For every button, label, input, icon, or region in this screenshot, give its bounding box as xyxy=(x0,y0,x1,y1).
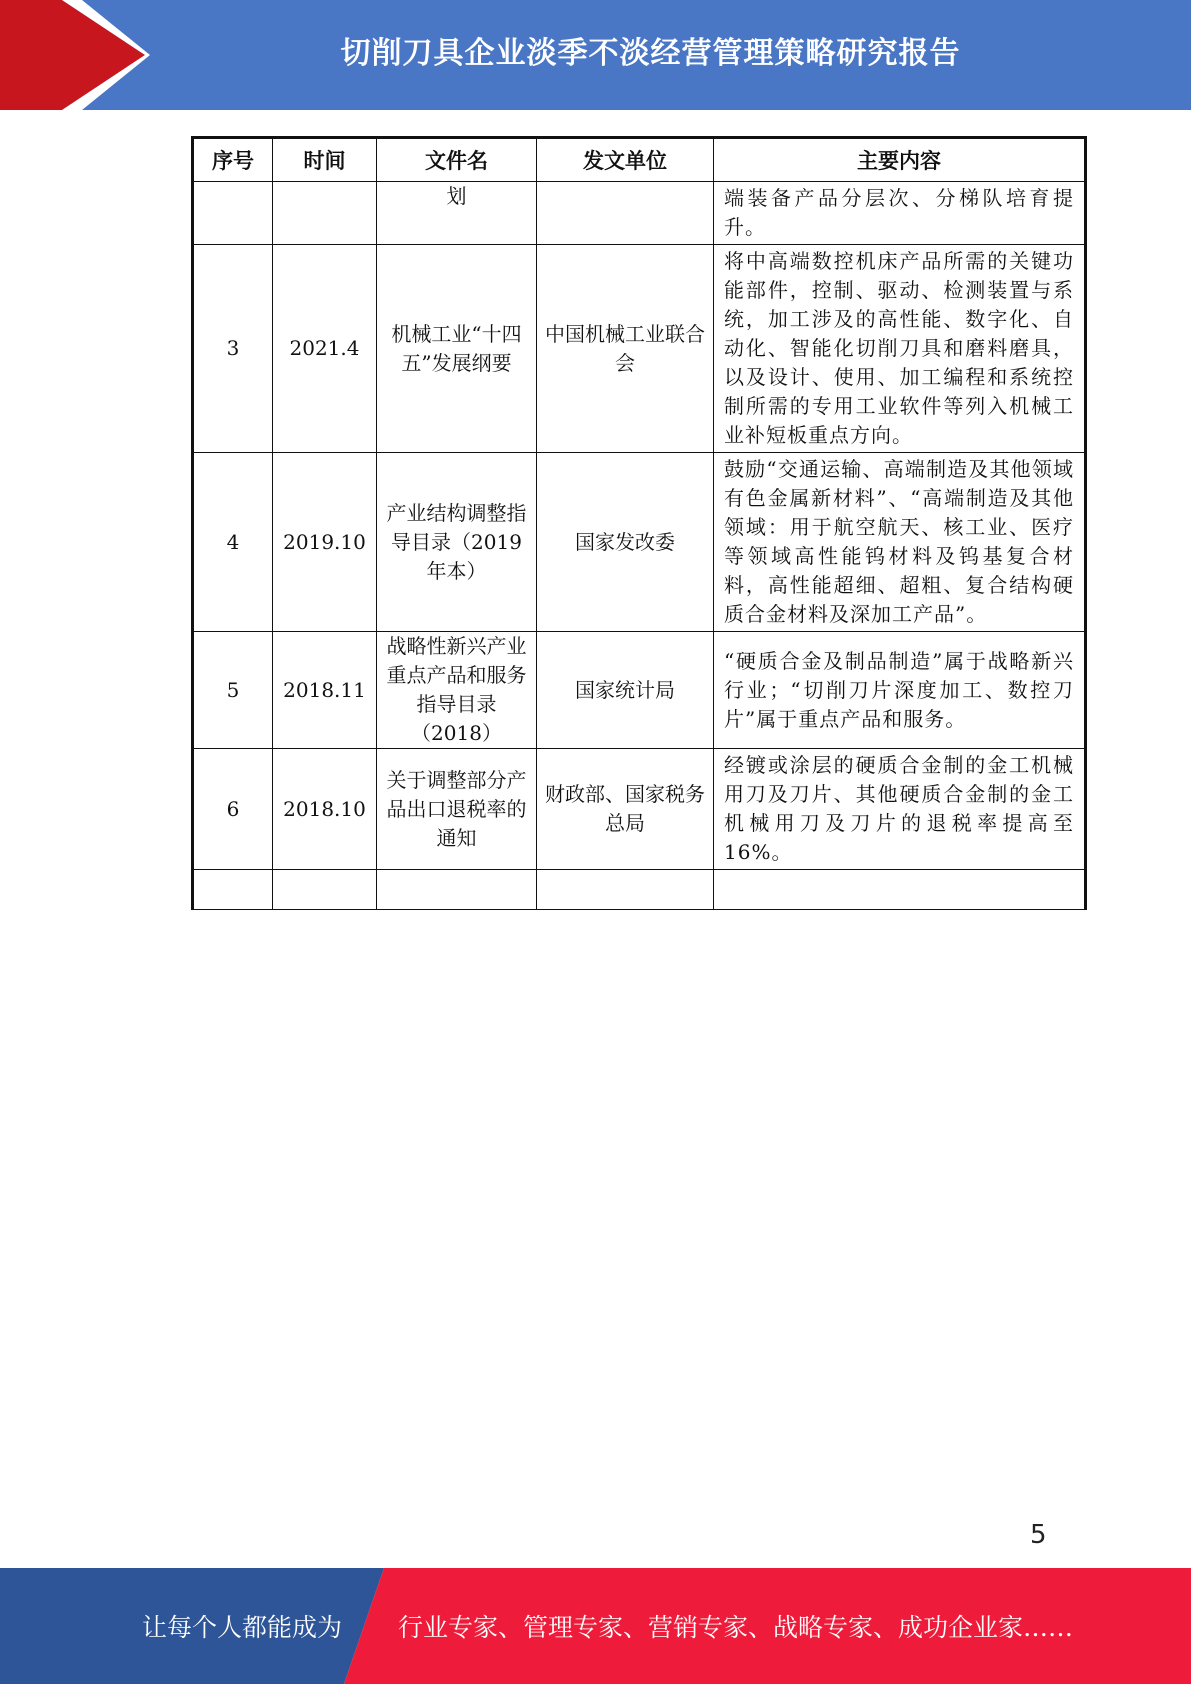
cell-issuer: 国家统计局 xyxy=(537,632,714,749)
table-row xyxy=(193,453,1086,632)
cell-content: 鼓励“交通运输、高端制造及其他领域有色金属新材料”、“高端制造及其他领域：用于航空航天、核工业、医疗等领域高性能钨材料及钨基复合材料，高性能超细、超粗、复合结构硬质合金材料及深加工产品”。 xyxy=(714,453,1086,632)
policy-table-container xyxy=(191,136,1084,864)
header-banner xyxy=(0,0,1191,110)
header-issuer: 发文单位 xyxy=(537,138,714,182)
cell-date: 2019.10 xyxy=(273,453,377,632)
cell-date xyxy=(273,182,377,245)
header-no: 序号 xyxy=(193,138,273,182)
cell-file-name: 产业结构调整指导目录（2019年本） xyxy=(377,453,537,632)
cell-no: 6 xyxy=(193,749,273,870)
cell-date: 2021.4 xyxy=(273,245,377,453)
cell-issuer: 国家发改委 xyxy=(537,453,714,632)
table-row xyxy=(193,749,1086,870)
header-date: 时间 xyxy=(273,138,377,182)
header-arrow-decoration xyxy=(0,0,160,110)
cell-no xyxy=(193,182,273,245)
footer-slogan-right: 行业专家、管理专家、营销专家、战略专家、成功企业家…… xyxy=(398,1613,1074,1642)
cell-content: 将中高端数控机床产品所需的关键功能部件，控制、驱动、检测装置与系统，加工涉及的高性能、数字化、自动化、智能化切削刀具和磨料磨具，以及设计、使用、加工编程和系统控制所需的专用工业软件等列入机械工业补短板重点方向。 xyxy=(714,245,1086,453)
cell-file-name: 战略性新兴产业重点产品和服务指导目录（2018） xyxy=(377,632,537,749)
cell-no: 5 xyxy=(193,632,273,749)
footer-slogan-left: 让每个人都能成为 xyxy=(142,1613,343,1642)
footer-banner xyxy=(0,1568,1191,1684)
table-row xyxy=(193,245,1086,453)
cell-file-name: 机械工业“十四五”发展纲要 xyxy=(377,245,537,453)
cell-date: 2018.11 xyxy=(273,632,377,749)
table-header-row xyxy=(193,138,1086,182)
page-number: 5 xyxy=(1030,1520,1047,1550)
table-row xyxy=(193,632,1086,749)
table-row xyxy=(193,870,1086,910)
policy-table xyxy=(191,136,1087,910)
cell-no: 4 xyxy=(193,453,273,632)
cell-content xyxy=(714,870,1086,910)
cell-date xyxy=(273,870,377,910)
cell-file-name: 划 xyxy=(377,182,537,245)
cell-date: 2018.10 xyxy=(273,749,377,870)
table-row xyxy=(193,182,1086,245)
cell-issuer: 中国机械工业联合会 xyxy=(537,245,714,453)
report-title: 切削刀具企业淡季不淡经营管理策略研究报告 xyxy=(340,36,961,71)
cell-issuer xyxy=(537,870,714,910)
header-file-name: 文件名 xyxy=(377,138,537,182)
cell-content: “硬质合金及制品制造”属于战略新兴行业；“切削刀片深度加工、数控刀片”属于重点产品和服务。 xyxy=(714,632,1086,749)
cell-file-name xyxy=(377,870,537,910)
header-content: 主要内容 xyxy=(714,138,1086,182)
cell-file-name: 关于调整部分产品出口退税率的通知 xyxy=(377,749,537,870)
cell-no: 3 xyxy=(193,245,273,453)
cell-issuer xyxy=(537,182,714,245)
cell-no xyxy=(193,870,273,910)
cell-issuer: 财政部、国家税务总局 xyxy=(537,749,714,870)
cell-content: 端装备产品分层次、分梯队培育提升。 xyxy=(714,182,1086,245)
cell-content: 经镀或涂层的硬质合金制的金工机械用刀及刀片、其他硬质合金制的金工机械用刀及刀片的退税率提高至16%。 xyxy=(714,749,1086,870)
